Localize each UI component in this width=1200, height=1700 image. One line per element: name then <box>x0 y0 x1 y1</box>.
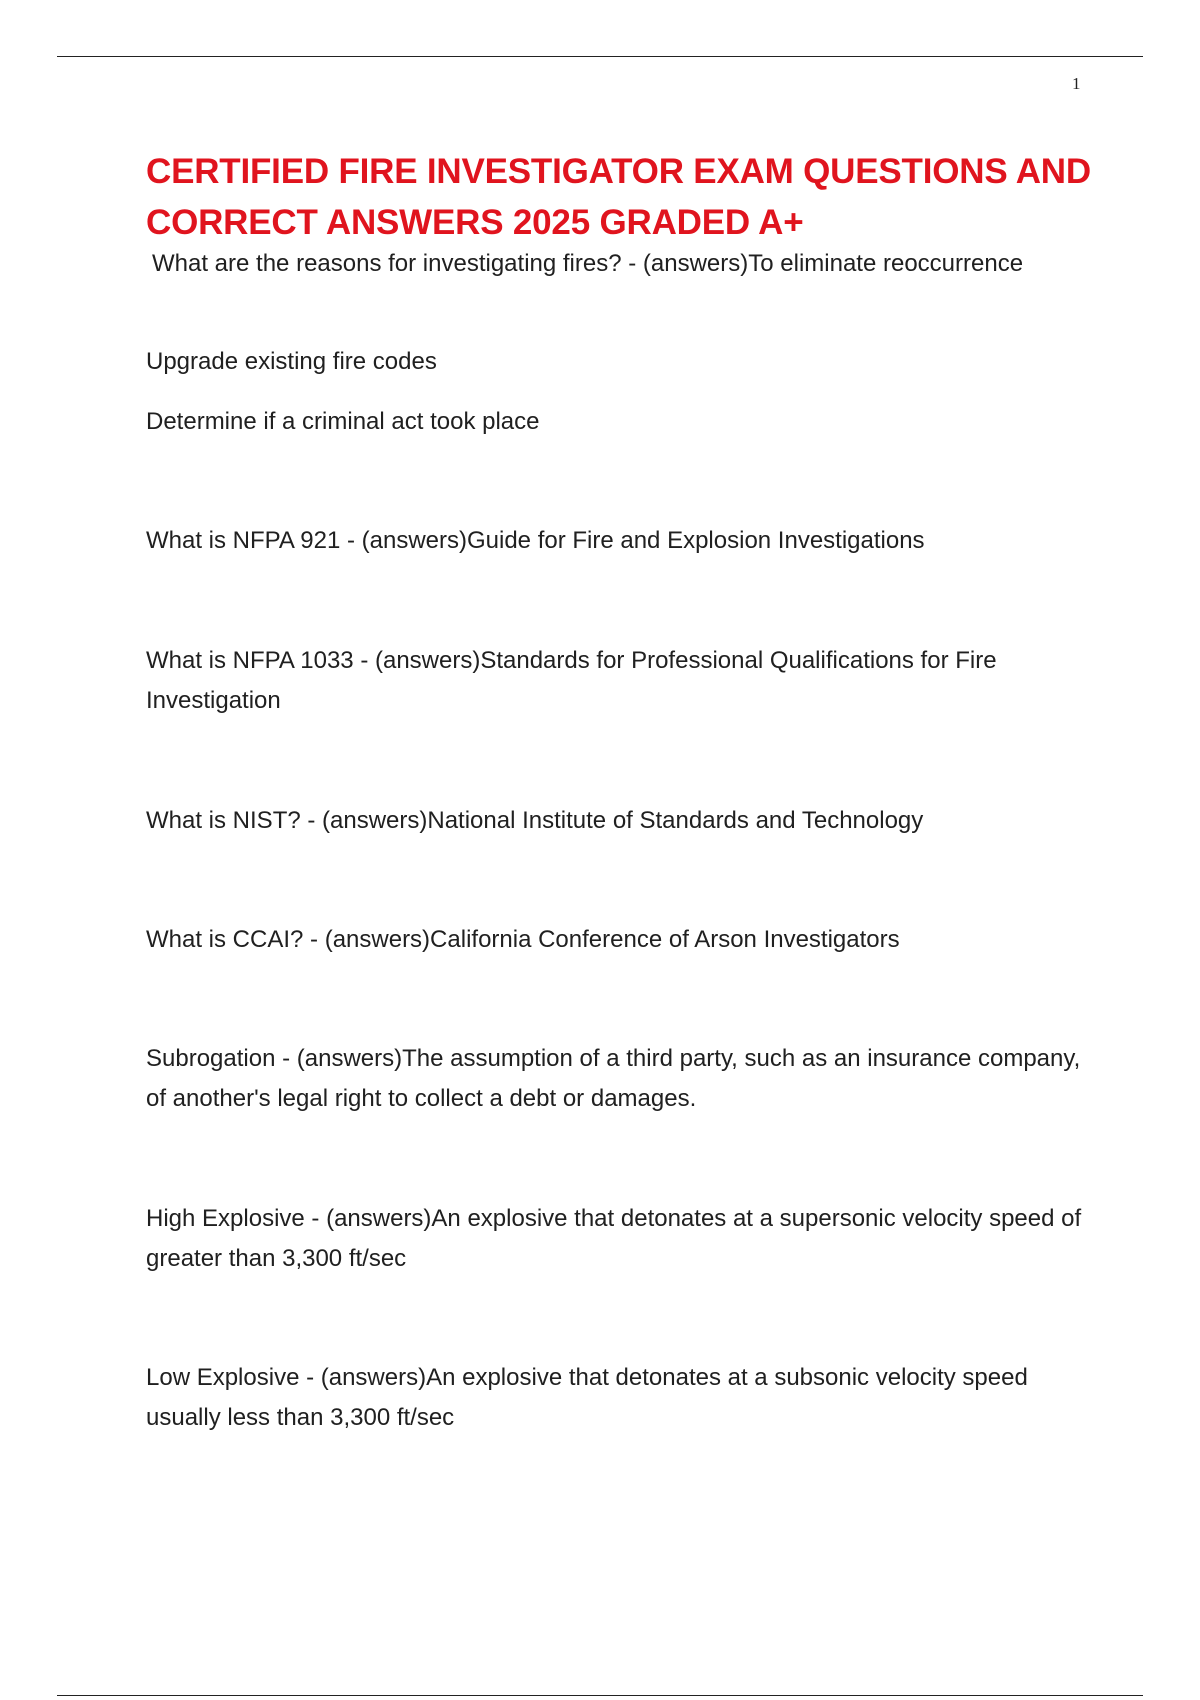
qa-entry-nfpa-1033: What is NFPA 1033 - (answers)Standards for Professional Qualifications for Fire Investigation <box>146 647 997 714</box>
qa-entry-nist: What is NIST? - (answers)National Institute of Standards and Technology <box>146 807 924 834</box>
qa-entry-low-explosive: Low Explosive - (answers)An explosive that detonates at a subsonic velocity speed usually less than 3,300 ft/sec <box>146 1364 1028 1431</box>
qa-entry-nfpa-921: What is NFPA 921 - (answers)Guide for Fire and Explosion Investigations <box>146 527 925 554</box>
page-number: 1 <box>1072 74 1081 93</box>
qa-entry-ccai: What is CCAI? - (answers)California Conference of Arson Investigators <box>146 926 900 953</box>
qa-entry-subrogation: Subrogation - (answers)The assumption of a third party, such as an insurance company, of another's legal right to collect a debt or damages. <box>146 1045 1081 1112</box>
qa-entry-reasons: What are the reasons for investigating fires? - (answers)To eliminate reoccurrence <box>152 250 1024 277</box>
qa-entry-criminal-act: Determine if a criminal act took place <box>146 408 540 435</box>
header-rule <box>57 56 1143 57</box>
qa-entry-fire-codes: Upgrade existing fire codes <box>146 348 437 375</box>
document-title: CERTIFIED FIRE INVESTIGATOR EXAM QUESTIONS AND CORRECT ANSWERS 2025 GRADED A+ <box>146 152 1091 242</box>
qa-entry-high-explosive: High Explosive - (answers)An explosive that detonates at a supersonic velocity speed of greater than 3,300 ft/sec <box>146 1205 1082 1272</box>
footer-rule <box>57 1695 1143 1696</box>
